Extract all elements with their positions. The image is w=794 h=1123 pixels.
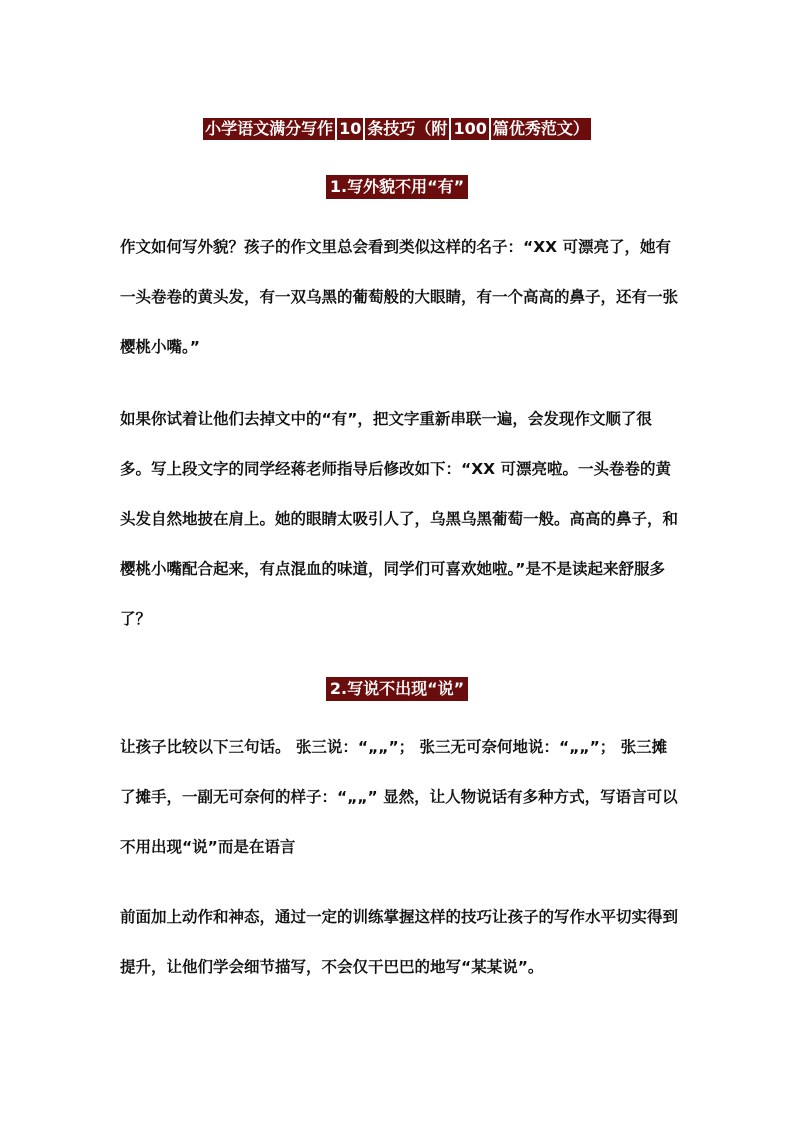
title-segment: 10 xyxy=(339,119,362,138)
paragraph-4: 前面加上动作和神态，通过一定的训练掌握这样的技巧让孩子的写作水平切实得到提升，让他们学会细节描写，不会仅干巴巴的地写“某某说”。 xyxy=(120,908,679,976)
section-heading-row xyxy=(0,175,794,199)
document-title xyxy=(0,118,794,140)
title-segment: 100 xyxy=(453,119,487,138)
title-segment: 条技巧（附 xyxy=(367,119,448,138)
section-heading-1: 1.写外貌不用“有” xyxy=(326,175,468,199)
paragraph-2: 如果你试着让他们去掉文中的“有”，把文字重新串联一遍，会发现作文顺了很多。写上段文字的同学经蒋老师指导后修改如下：“XX 可漂亮啦。一头卷卷的黄头发自然地披在肩上。她的眼睛太吸引人了，乌黑乌黑葡萄一般。高高的鼻子，和樱桃小嘴配合起来，有点混血的味道，同学们可喜欢她啦。”是不是读起来舒服多了？ xyxy=(120,410,679,628)
section-heading-row xyxy=(0,677,794,701)
title-segment: 篇优秀范文） xyxy=(492,119,589,138)
paragraph-3: 让孩子比较以下三句话。 张三说：“„„”； 张三无可奈何地说：“„„”； 张三摊了摊手，一副无可奈何的样子：“„„” 显然，让人物说话有多种方式，写语言可以不用出现“说”而是在语言 xyxy=(120,738,678,856)
title-segment: 小学语文满分写作 xyxy=(205,119,334,138)
section-heading-2: 2.写说不出现“说” xyxy=(326,677,468,701)
paragraph-1: 作文如何写外貌？孩子的作文里总会看到类似这样的名子：“XX 可漂亮了，她有一头卷卷的黄头发，有一双乌黑的葡萄般的大眼睛，有一个高高的鼻子，还有一张樱桃小嘴。” xyxy=(120,238,679,356)
